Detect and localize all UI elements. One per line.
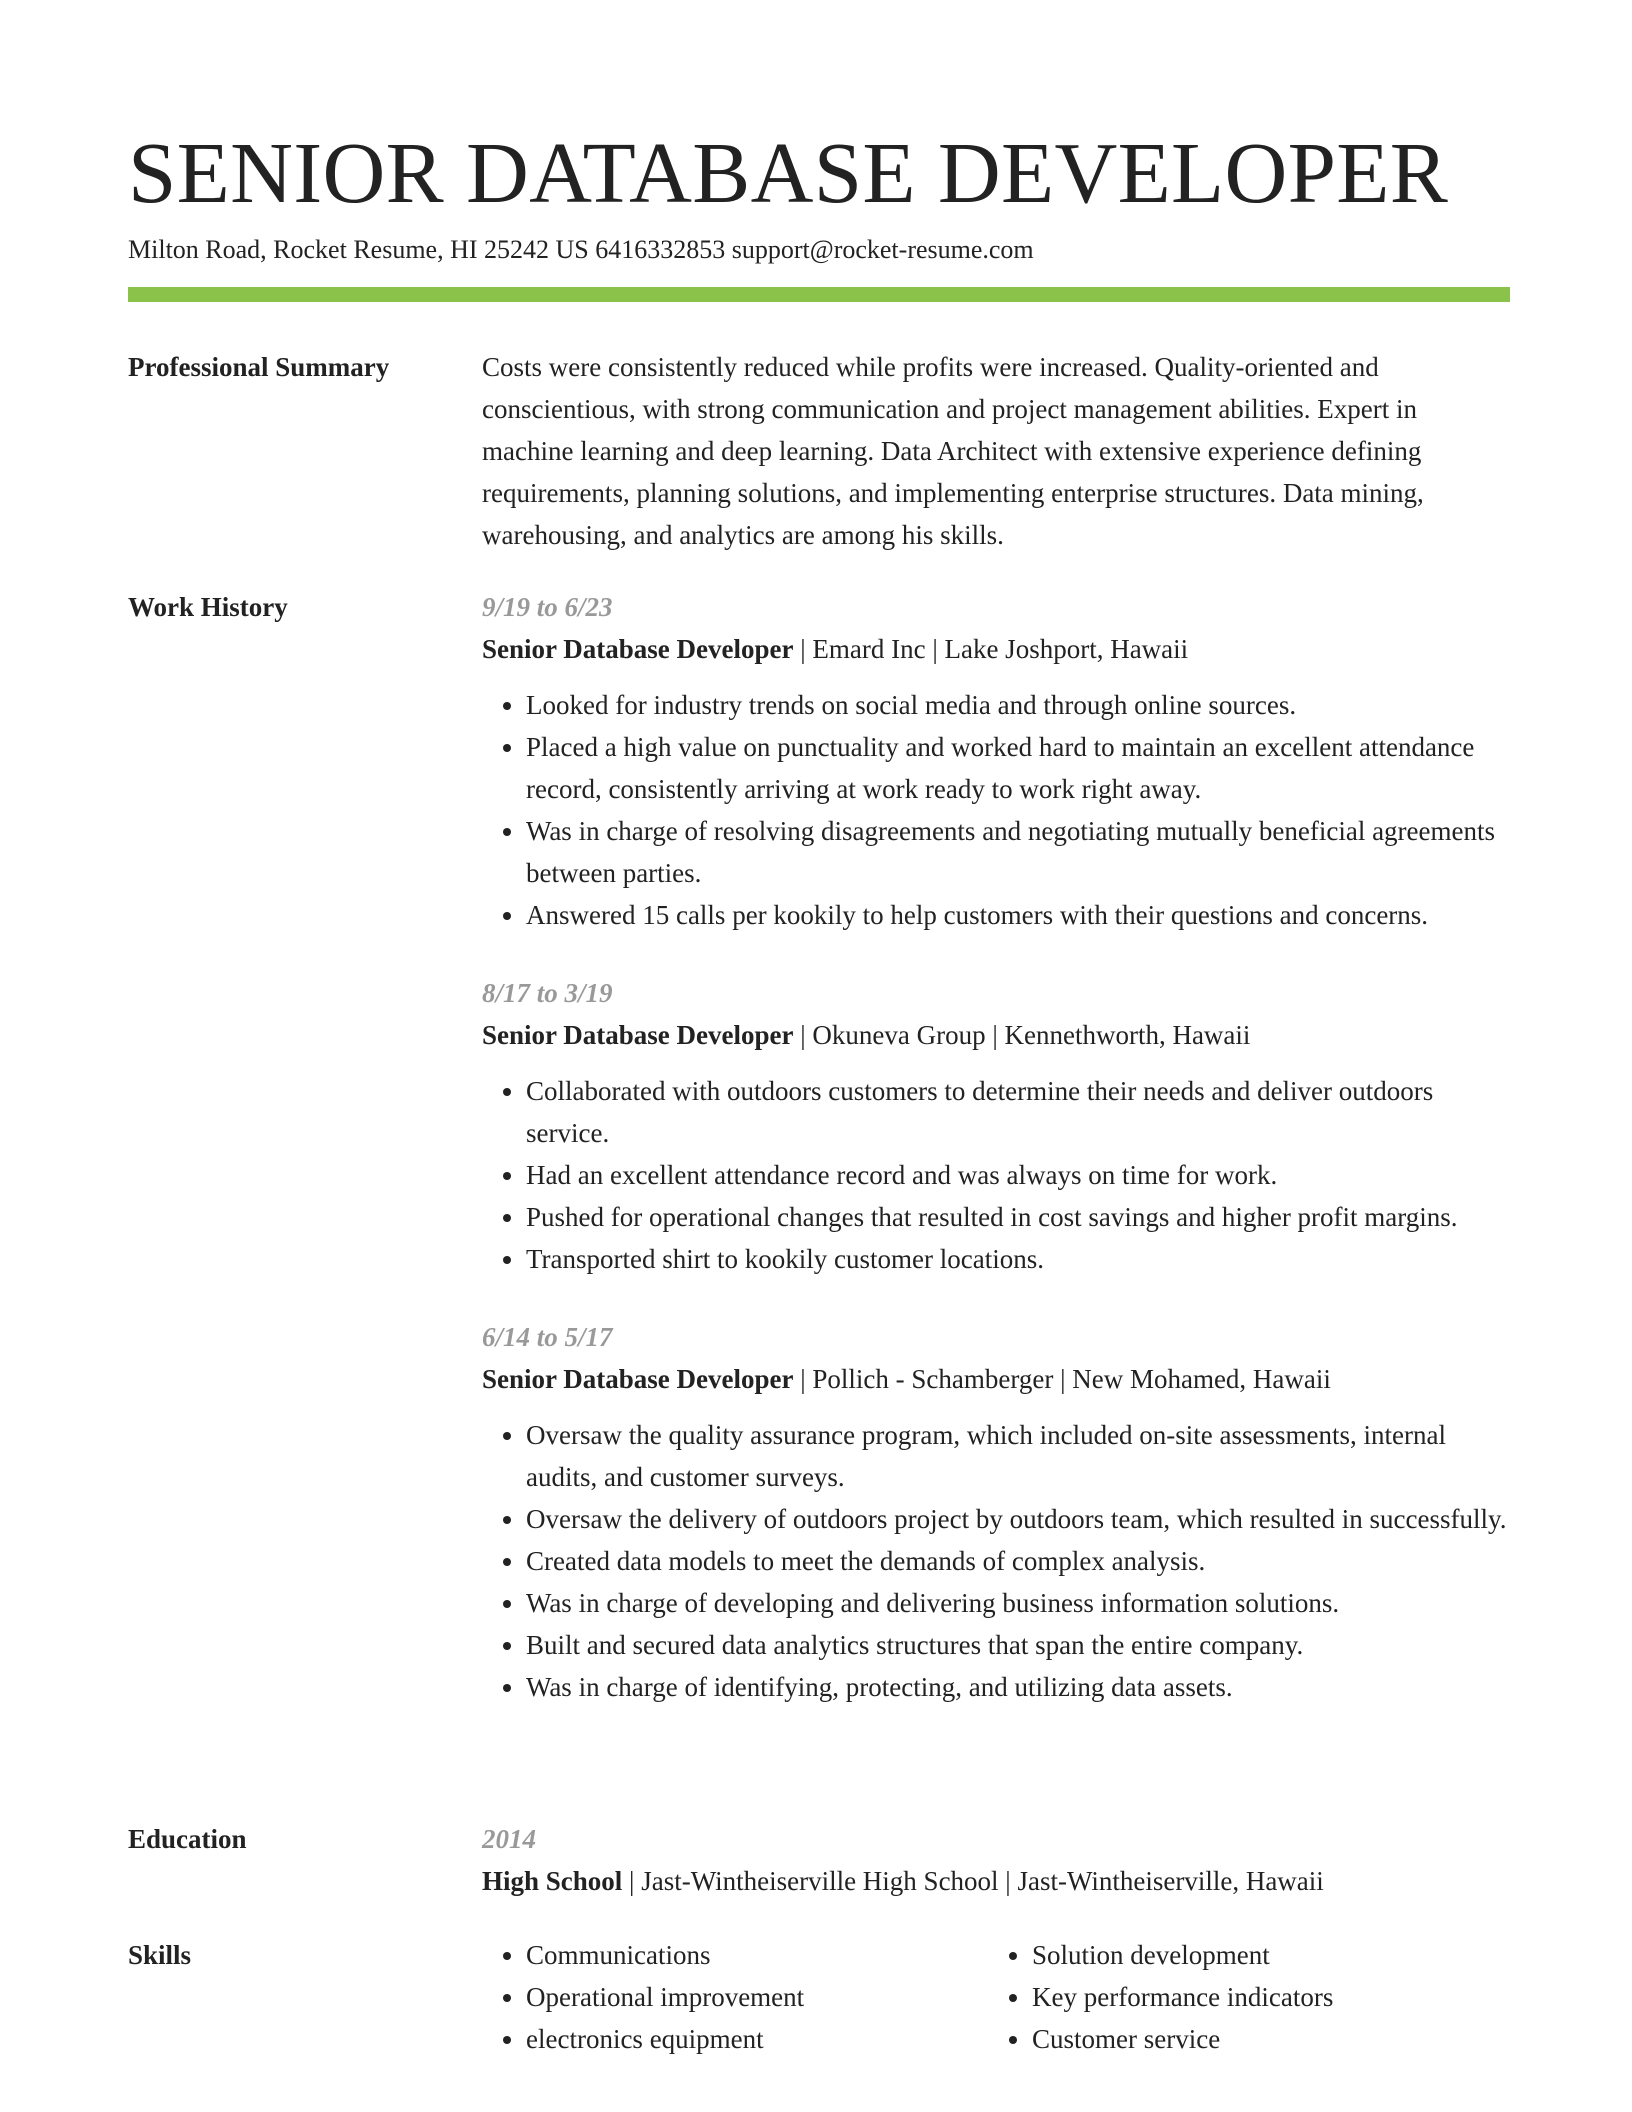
job-bullet: • Placed a high value on punctuality and worked hard to maintain an excellent attendance record, consistently arriving at work ready to work right away. xyxy=(526,726,1510,810)
work-history-heading: Work History xyxy=(128,592,288,622)
education-degree: High School xyxy=(482,1866,623,1896)
job-bullet: • Answered 15 calls per kookily to help customers with their questions and concerns. xyxy=(526,894,1510,936)
job-bullet: • Built and secured data analytics structures that span the entire company. xyxy=(526,1624,1510,1666)
skill-item: • Operational improvement xyxy=(526,1976,988,2018)
summary-text: Costs were consistently reduced while profits were increased. Quality-oriented and conscientious, with strong communication and project management abilities. Expert in machine learning and deep learning. Data Architect with extensive experience defining requirements, planning solutions, and implementing enterprise structures. Data mining, warehousing, and analytics are among his skills. xyxy=(482,352,1424,550)
job-bullet: • Oversaw the delivery of outdoors project by outdoors team, which resulted in successfully. xyxy=(526,1498,1510,1540)
job-bullet: • Created data models to meet the demands of complex analysis. xyxy=(526,1540,1510,1582)
job-bullet: • Had an excellent attendance record and was always on time for work. xyxy=(526,1154,1510,1196)
job-entry xyxy=(482,972,1510,1280)
job-bullet: • Collaborated with outdoors customers to determine their needs and deliver outdoors service. xyxy=(526,1070,1510,1154)
education-line xyxy=(482,1860,1510,1902)
job-bullet: • Transported shirt to kookily customer locations. xyxy=(526,1238,1510,1280)
summary-heading: Professional Summary xyxy=(128,352,390,382)
job-details: | Okuneva Group | Kennethworth, Hawaii xyxy=(793,1020,1251,1050)
summary-body xyxy=(482,346,1510,556)
job-dates: 8/17 to 3/19 xyxy=(482,978,613,1008)
skill-item: • Customer service xyxy=(1032,2018,1494,2060)
skill-item: • Key performance indicators xyxy=(1032,1976,1494,2018)
skills-heading: Skills xyxy=(128,1940,192,1970)
job-bullets xyxy=(482,1070,1510,1280)
job-title: Senior Database Developer xyxy=(482,634,794,664)
skill-item: • Solution development xyxy=(1032,1934,1494,1976)
job-heading xyxy=(482,1358,1510,1400)
skills-body xyxy=(482,1934,1510,2060)
job-title: Senior Database Developer xyxy=(482,1364,794,1394)
education-body xyxy=(482,1818,1510,1902)
work-history-body xyxy=(482,586,1510,1744)
job-heading xyxy=(482,628,1510,670)
job-heading xyxy=(482,1014,1510,1056)
skill-item: • electronics equipment xyxy=(526,2018,988,2060)
job-bullet: • Pushed for operational changes that resulted in cost savings and higher profit margins. xyxy=(526,1196,1510,1238)
job-bullets xyxy=(482,684,1510,936)
education-heading: Education xyxy=(128,1824,247,1854)
job-dates: 9/19 to 6/23 xyxy=(482,592,613,622)
skills-list-right xyxy=(988,1934,1494,2060)
education-year: 2014 xyxy=(482,1824,536,1854)
skill-item: • Communications xyxy=(526,1934,988,1976)
job-bullet: • Was in charge of identifying, protecting, and utilizing data assets. xyxy=(526,1666,1510,1708)
job-bullet: • Looked for industry trends on social media and through online sources. xyxy=(526,684,1510,726)
job-bullets xyxy=(482,1414,1510,1708)
job-bullet: • Was in charge of developing and delivering business information solutions. xyxy=(526,1582,1510,1624)
job-bullet: • Oversaw the quality assurance program, which included on-site assessments, internal audits, and customer surveys. xyxy=(526,1414,1510,1498)
accent-divider xyxy=(128,287,1510,302)
skills-columns xyxy=(482,1934,1510,2060)
job-bullet: • Was in charge of resolving disagreements and negotiating mutually beneficial agreements between parties. xyxy=(526,810,1510,894)
job-entry xyxy=(482,586,1510,936)
education-details: | Jast-Wintheiserville High School | Jast-Wintheiserville, Hawaii xyxy=(622,1866,1324,1896)
job-title: Senior Database Developer xyxy=(482,1020,794,1050)
skills-list-left xyxy=(482,1934,988,2060)
job-details: | Emard Inc | Lake Joshport, Hawaii xyxy=(793,634,1189,664)
job-details: | Pollich - Schamberger | New Mohamed, Hawaii xyxy=(793,1364,1331,1394)
candidate-name: SENIOR DATABASE DEVELOPER xyxy=(128,124,1449,221)
contact-line: Milton Road, Rocket Resume, HI 25242 US 6416332853 support@rocket-resume.com xyxy=(128,235,1034,264)
job-entry xyxy=(482,1316,1510,1708)
job-dates: 6/14 to 5/17 xyxy=(482,1322,613,1352)
